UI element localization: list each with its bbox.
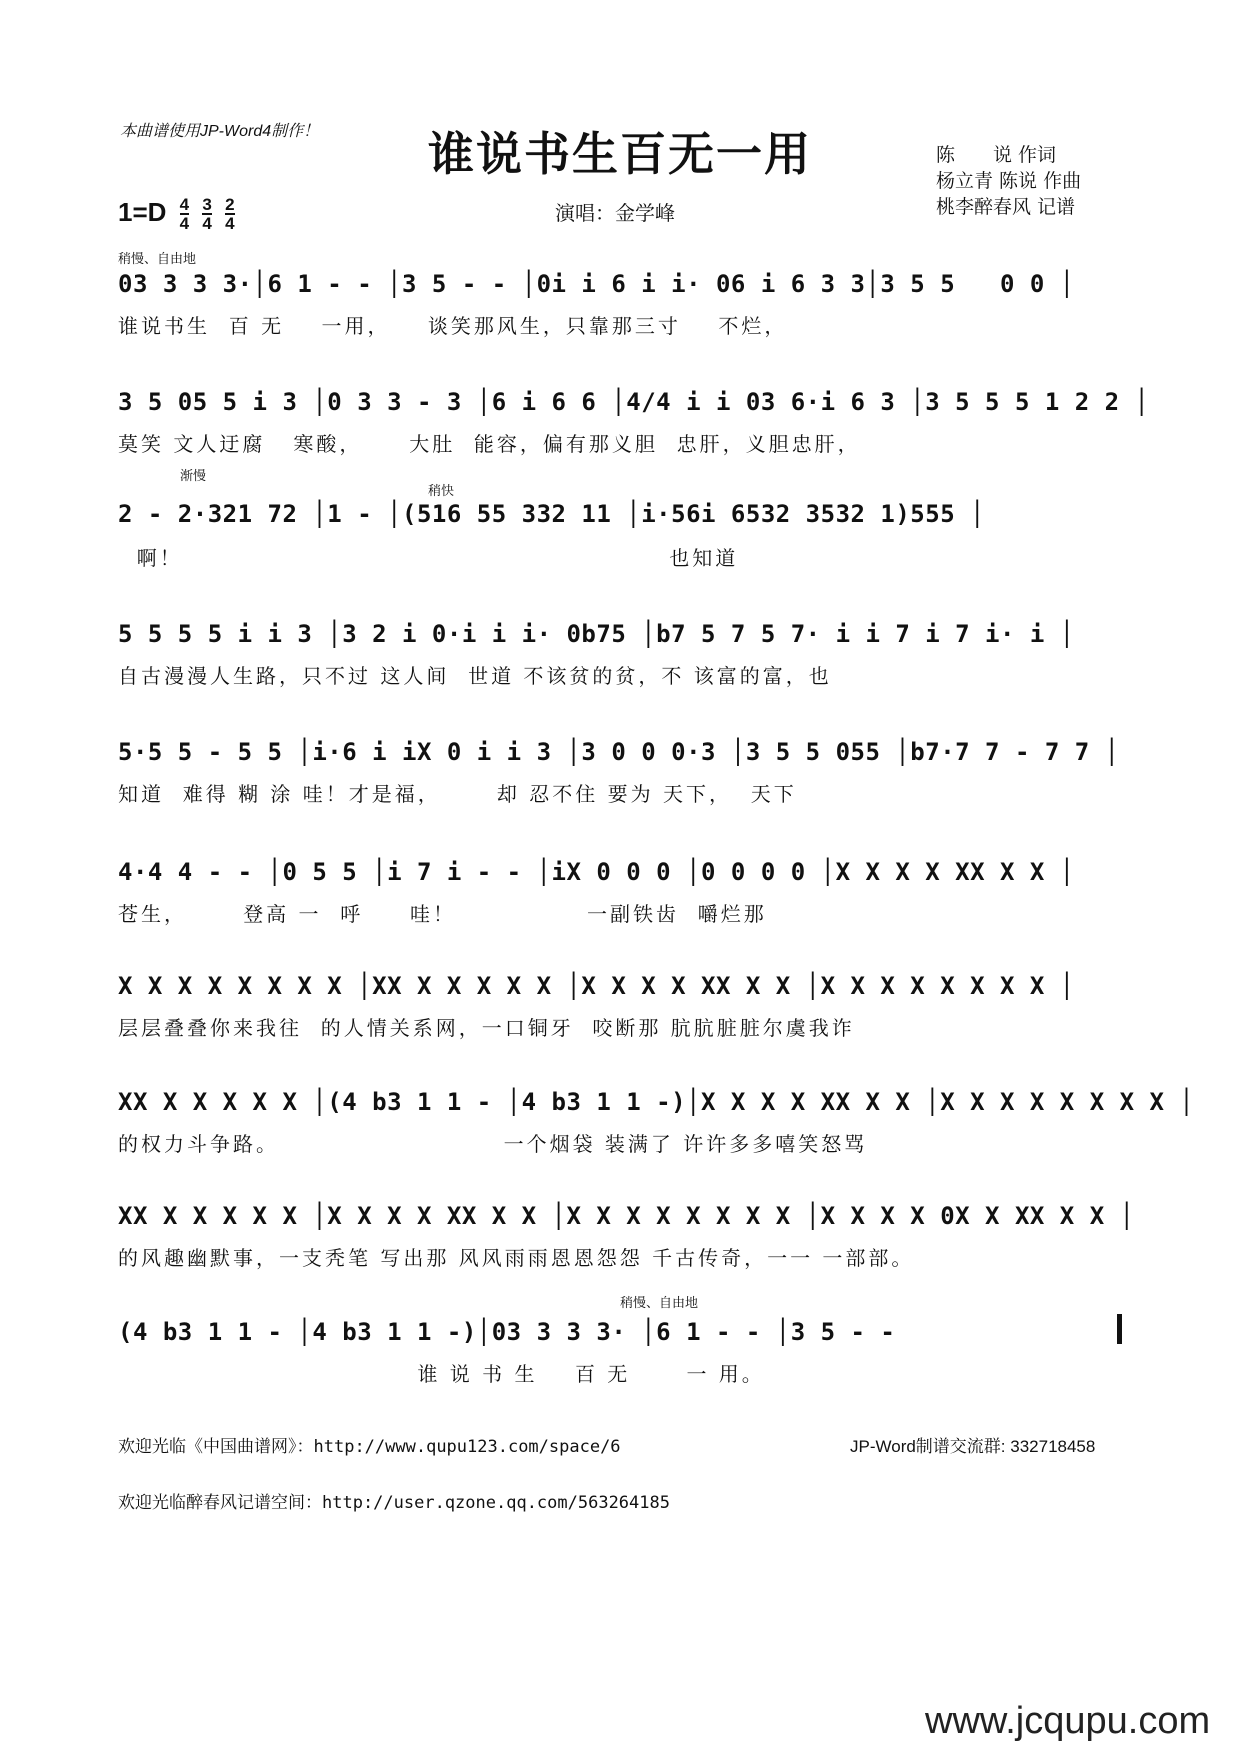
notation-line: 3 5 05 5 i 3 │0 3 3 - 3 │6 i 6 6 │4/4 i i 03 6·i 6 3 │3 5 5 5 1 2 2 │ [118, 388, 1150, 416]
lyrics-line: 的风趣幽默事，一支秃笔 写出那 风风雨雨恩恩怨怨 千古传奇，一一 一部部。 [118, 1246, 915, 1270]
time-signature-2: $\frac{3}{4}$ [202, 195, 212, 233]
lyrics-line: 知道 难得 糊 涂 哇！才是福， 却 忍不住 要为 天下， 天下 [118, 782, 797, 806]
notation-line: (4 b3 1 1 - │4 b3 1 1 -)│03 3 3 3· │6 1 - - │3 5 - - [118, 1318, 911, 1346]
lyrics-line: 自古漫漫人生路，只不过 这人间 世道 不该贫的贫，不 该富的富，也 [118, 664, 832, 688]
notation-line: 5·5 5 - 5 5 │i·6 i iX 0 i i 3 │3 0 0 0·3 │3 5 5 055 │b7·7 7 - 7 7 │ [118, 738, 1120, 766]
composer-line: 杨立青 陈说 作曲 [936, 170, 1082, 192]
notation-line: 2 - 2·321 72 │1 - │(516 55 332 11 │i·56i 6532 3532 1)555 │ [118, 500, 986, 528]
lyrics-line: 谁 说 书 生 百 无 一 用。 [118, 1362, 765, 1386]
key-signature [118, 196, 235, 232]
notation-line: 03 3 3 3·│6 1 - - │3 5 - - │0i i 6 i i· 06 i 6 3 3│3 5 5 0 0 │ [118, 270, 1075, 298]
tempo-marking: 渐慢 [180, 469, 207, 484]
lyrics-line: 苍生， 登高 一 呼 哇！ 一副铁齿 嚼烂那 [118, 902, 767, 926]
tempo-marking: 稍快 [428, 484, 455, 499]
software-credit: 本曲谱使用JP-Word4制作！ [120, 123, 320, 140]
notation-line: XX X X X X X │(4 b3 1 1 - │4 b3 1 1 -)│X X X X XX X X │X X X X X X X X │ [118, 1088, 1195, 1116]
lyrics-line: 莫笑 文人迂腐 寒酸， 大肚 能容，偏有那义胆 忠肝，义胆忠肝， [118, 432, 861, 456]
lyrics-line: 的权力斗争路。 一个烟袋 装满了 许许多多嘻笑怒骂 [118, 1132, 868, 1156]
lyrics-line: 层层叠叠你来我往 的人情关系网，一口铜牙 咬断那 肮肮脏脏尔虞我诈 [118, 1016, 855, 1040]
final-barline [1117, 1314, 1122, 1344]
notation-line: XX X X X X X │X X X X XX X X │X X X X X X X X │X X X X 0X X XX X X │ [118, 1202, 1135, 1230]
notation-line: X X X X X X X X │XX X X X X X │X X X X XX X X │X X X X X X X X │ [118, 972, 1075, 1000]
footer-website-link[interactable]: 欢迎光临《中国曲谱网》：http://www.qupu123.com/space/6 [118, 1437, 621, 1457]
footer-qq-group: JP-Word制谱交流群: 332718458 [850, 1437, 1096, 1456]
tempo-marking: 稍慢、自由地 [620, 1296, 699, 1311]
key-label: 1=D [118, 196, 167, 227]
footer-space-link[interactable]: 欢迎光临醉春风记谱空间：http://user.qzone.qq.com/563264185 [118, 1493, 670, 1513]
time-signature-3: $\frac{2}{4}$ [225, 195, 235, 233]
time-signature-1: $\frac{4}{4}$ [179, 195, 190, 233]
notation-line: 4·4 4 - - │0 5 5 │i 7 i - - │iX 0 0 0 │0 0 0 0 │X X X X XX X X │ [118, 858, 1075, 886]
lyrics-line: 啊！ 也知道 [118, 546, 739, 570]
transcriber-line: 桃李醉春风 记谱 [936, 196, 1076, 218]
site-watermark: www.jcqupu.com [925, 1700, 1211, 1742]
notation-line: 5 5 5 5 i i 3 │3 2 i 0·i i i· 0b75 │b7 5 7 5 7· i i 7 i 7 i· i │ [118, 620, 1075, 648]
lyricist-line: 陈 说 作词 [936, 144, 1057, 166]
tempo-marking: 稍慢、自由地 [118, 252, 197, 267]
singer-credit: 演唱：金学峰 [555, 201, 675, 225]
lyrics-line: 谁说书生 百 无 一用， 谈笑那风生，只靠那三寸 不烂， [118, 314, 788, 338]
song-title: 谁说书生百无一用 [428, 127, 812, 181]
